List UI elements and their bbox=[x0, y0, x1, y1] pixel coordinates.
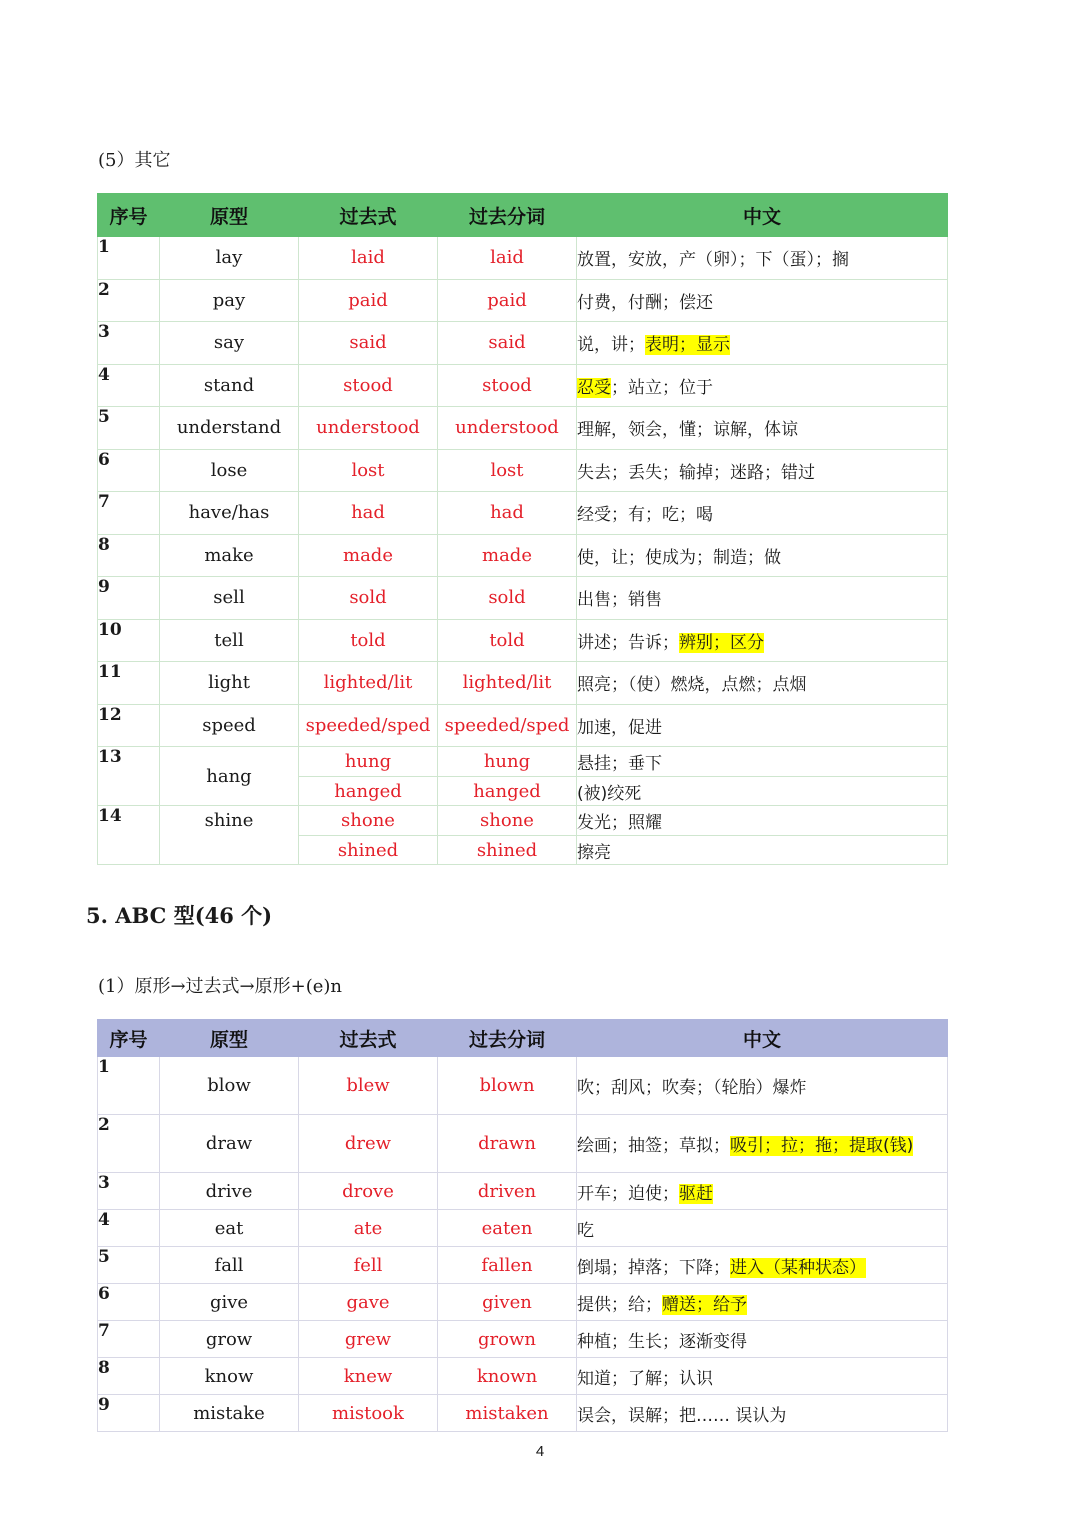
meaning-cell bbox=[577, 449, 948, 492]
row-number: 10 bbox=[98, 619, 160, 662]
base-form: pay bbox=[160, 279, 299, 322]
meaning-text: 倒塌；掉落；下降； bbox=[577, 1257, 730, 1278]
section-title-1: (1）原形→过去式→原形+(e)n bbox=[98, 976, 343, 997]
past-form: laid bbox=[299, 237, 438, 280]
base-form: lose bbox=[160, 449, 299, 492]
past-participle: given bbox=[438, 1284, 577, 1321]
row-number: 6 bbox=[98, 1284, 160, 1321]
meaning-cell: 悬挂；垂下 bbox=[577, 747, 948, 777]
past-participle: paid bbox=[438, 279, 577, 322]
meaning-text: 知道；了解；认识 bbox=[577, 1368, 713, 1389]
meaning-text: 使，让；使成为；制造；做 bbox=[577, 547, 781, 568]
row-number: 3 bbox=[98, 322, 160, 365]
verb-table-other bbox=[97, 193, 948, 865]
base-form: give bbox=[160, 1284, 299, 1321]
past-participle: fallen bbox=[438, 1247, 577, 1284]
row-number: 9 bbox=[98, 1395, 160, 1432]
header-past: 过去式 bbox=[299, 194, 438, 237]
meaning-cell bbox=[577, 534, 948, 577]
past-participle: hanged bbox=[438, 777, 577, 806]
past-participle: stood bbox=[438, 364, 577, 407]
header-past: 过去式 bbox=[299, 1020, 438, 1057]
past-form: grew bbox=[299, 1321, 438, 1358]
base-form: drive bbox=[160, 1173, 299, 1210]
table-row bbox=[98, 806, 948, 836]
meaning-cell bbox=[577, 1395, 948, 1432]
past-participle: made bbox=[438, 534, 577, 577]
past-form: lost bbox=[299, 449, 438, 492]
base-form: eat bbox=[160, 1210, 299, 1247]
meaning-text: 失去；丢失；输掉；迷路；错过 bbox=[577, 462, 815, 483]
meaning-text: 加速，促进 bbox=[577, 717, 662, 738]
row-number: 1 bbox=[98, 1057, 160, 1115]
row-number: 8 bbox=[98, 534, 160, 577]
past-form: understood bbox=[299, 407, 438, 450]
past-participle: understood bbox=[438, 407, 577, 450]
table-row bbox=[98, 619, 948, 662]
past-form: hanged bbox=[299, 777, 438, 806]
table-row bbox=[98, 1358, 948, 1395]
past-form: mistook bbox=[299, 1395, 438, 1432]
past-form: blew bbox=[299, 1057, 438, 1115]
past-form: drove bbox=[299, 1173, 438, 1210]
base-form: have/has bbox=[160, 492, 299, 535]
past-form: said bbox=[299, 322, 438, 365]
row-number: 5 bbox=[98, 1247, 160, 1284]
table-row bbox=[98, 747, 948, 777]
base-form: light bbox=[160, 662, 299, 705]
table-row bbox=[98, 1247, 948, 1284]
row-number: 7 bbox=[98, 492, 160, 535]
row-number: 7 bbox=[98, 1321, 160, 1358]
meaning-cell bbox=[577, 1321, 948, 1358]
meaning-cell bbox=[577, 704, 948, 747]
base-form: tell bbox=[160, 619, 299, 662]
past-form: speeded/sped bbox=[299, 704, 438, 747]
meaning-cell bbox=[577, 279, 948, 322]
past-form: paid bbox=[299, 279, 438, 322]
base-form: know bbox=[160, 1358, 299, 1395]
table-row bbox=[98, 492, 948, 535]
past-form: had bbox=[299, 492, 438, 535]
meaning-cell bbox=[577, 662, 948, 705]
meaning-cell bbox=[577, 1210, 948, 1247]
meaning-cell bbox=[577, 492, 948, 535]
table-row bbox=[98, 449, 948, 492]
table-row bbox=[98, 704, 948, 747]
base-form: mistake bbox=[160, 1395, 299, 1432]
past-form: fell bbox=[299, 1247, 438, 1284]
meaning-cell bbox=[577, 1115, 948, 1173]
meaning-cell bbox=[577, 1057, 948, 1115]
meaning-text: 绘画；抽签；草拟； bbox=[577, 1136, 730, 1156]
meaning-text: ；站立；位于 bbox=[611, 377, 713, 398]
past-form: lighted/lit bbox=[299, 662, 438, 705]
verb-table-abc bbox=[97, 1019, 948, 1432]
base-form: shine bbox=[160, 806, 299, 865]
past-participle: had bbox=[438, 492, 577, 535]
meaning-cell bbox=[577, 1358, 948, 1395]
past-participle: blown bbox=[438, 1057, 577, 1115]
meaning-cell: 发光；照耀 bbox=[577, 806, 948, 836]
row-number: 14 bbox=[98, 806, 160, 865]
table-row bbox=[98, 407, 948, 450]
past-participle: hung bbox=[438, 747, 577, 777]
meaning-text: 吹；刮风；吹奏；（轮胎）爆炸 bbox=[577, 1078, 807, 1098]
past-participle: told bbox=[438, 619, 577, 662]
table-row bbox=[98, 364, 948, 407]
header-cn: 中文 bbox=[577, 194, 948, 237]
table-header-row bbox=[98, 194, 948, 237]
meaning-highlight: 表明；显示 bbox=[645, 335, 730, 356]
meaning-text: 放置，安放，产（卵）；下（蛋）；搁 bbox=[577, 250, 849, 271]
row-number: 13 bbox=[98, 747, 160, 806]
past-participle: drawn bbox=[438, 1115, 577, 1173]
meaning-highlight: 进入（某种状态） bbox=[730, 1257, 866, 1278]
past-participle: speeded/sped bbox=[438, 704, 577, 747]
meaning-cell bbox=[577, 1247, 948, 1284]
row-number: 9 bbox=[98, 577, 160, 620]
past-form: stood bbox=[299, 364, 438, 407]
meaning-cell bbox=[577, 322, 948, 365]
base-form: stand bbox=[160, 364, 299, 407]
meaning-text: 提供；给； bbox=[577, 1294, 662, 1315]
base-form: fall bbox=[160, 1247, 299, 1284]
base-form: sell bbox=[160, 577, 299, 620]
meaning-text: 误会，误解；把…… 误认为 bbox=[577, 1405, 787, 1426]
base-form: grow bbox=[160, 1321, 299, 1358]
past-form: ate bbox=[299, 1210, 438, 1247]
header-pp: 过去分词 bbox=[438, 194, 577, 237]
base-form: lay bbox=[160, 237, 299, 280]
past-form: knew bbox=[299, 1358, 438, 1395]
header-cn: 中文 bbox=[577, 1020, 948, 1057]
meaning-text: 出售；销售 bbox=[577, 590, 662, 611]
row-number: 5 bbox=[98, 407, 160, 450]
row-number: 4 bbox=[98, 364, 160, 407]
header-pp: 过去分词 bbox=[438, 1020, 577, 1057]
past-participle: grown bbox=[438, 1321, 577, 1358]
table-row bbox=[98, 1115, 948, 1173]
row-number: 12 bbox=[98, 704, 160, 747]
row-number: 3 bbox=[98, 1173, 160, 1210]
table-row bbox=[98, 1210, 948, 1247]
header-base: 原型 bbox=[160, 1020, 299, 1057]
meaning-text: 讲述；告诉； bbox=[577, 632, 679, 653]
table-row bbox=[98, 577, 948, 620]
past-form: sold bbox=[299, 577, 438, 620]
past-participle: shined bbox=[438, 836, 577, 865]
meaning-text: 种植；生长；逐渐变得 bbox=[577, 1331, 747, 1352]
meaning-highlight: 辨别；区分 bbox=[679, 632, 764, 653]
past-participle: eaten bbox=[438, 1210, 577, 1247]
base-form: blow bbox=[160, 1057, 299, 1115]
table-row bbox=[98, 322, 948, 365]
past-participle: known bbox=[438, 1358, 577, 1395]
meaning-cell bbox=[577, 619, 948, 662]
table-row bbox=[98, 1173, 948, 1210]
meaning-cell bbox=[577, 1173, 948, 1210]
base-form: draw bbox=[160, 1115, 299, 1173]
table-row bbox=[98, 1284, 948, 1321]
meaning-cell bbox=[577, 407, 948, 450]
table-row bbox=[98, 534, 948, 577]
meaning-text: 照亮；（使）燃烧，点燃；点烟 bbox=[577, 675, 807, 696]
base-form: make bbox=[160, 534, 299, 577]
row-number: 11 bbox=[98, 662, 160, 705]
table-row bbox=[98, 1057, 948, 1115]
past-form: hung bbox=[299, 747, 438, 777]
past-form: told bbox=[299, 619, 438, 662]
table-header-row bbox=[98, 1020, 948, 1057]
row-number: 2 bbox=[98, 279, 160, 322]
table-row bbox=[98, 662, 948, 705]
row-number: 6 bbox=[98, 449, 160, 492]
row-number: 4 bbox=[98, 1210, 160, 1247]
meaning-text: 吃 bbox=[577, 1220, 594, 1241]
meaning-cell bbox=[577, 577, 948, 620]
meaning-text: 付费，付酬；偿还 bbox=[577, 292, 713, 313]
base-form: hang bbox=[160, 747, 299, 806]
section-title-other: (5）其它 bbox=[98, 150, 171, 171]
header-base: 原型 bbox=[160, 194, 299, 237]
past-form: drew bbox=[299, 1115, 438, 1173]
base-form: speed bbox=[160, 704, 299, 747]
past-participle: lost bbox=[438, 449, 577, 492]
meaning-cell: (被)绞死 bbox=[577, 777, 948, 806]
past-participle: laid bbox=[438, 237, 577, 280]
meaning-highlight: 吸引；拉；拖；提取(钱) bbox=[730, 1136, 914, 1156]
past-form: gave bbox=[299, 1284, 438, 1321]
row-number: 2 bbox=[98, 1115, 160, 1173]
base-form: say bbox=[160, 322, 299, 365]
meaning-cell bbox=[577, 364, 948, 407]
meaning-text: 说，讲； bbox=[577, 335, 645, 356]
meaning-text: 开车；迫使； bbox=[577, 1183, 679, 1204]
meaning-highlight: 赠送；给予 bbox=[662, 1294, 747, 1315]
header-no: 序号 bbox=[98, 194, 160, 237]
past-participle: shone bbox=[438, 806, 577, 836]
past-participle: driven bbox=[438, 1173, 577, 1210]
past-participle: said bbox=[438, 322, 577, 365]
header-no: 序号 bbox=[98, 1020, 160, 1057]
meaning-cell: 擦亮 bbox=[577, 836, 948, 865]
table-row bbox=[98, 279, 948, 322]
page-number: 4 bbox=[535, 1443, 545, 1460]
past-participle: mistaken bbox=[438, 1395, 577, 1432]
meaning-text: 理解，领会，懂；谅解，体谅 bbox=[577, 420, 798, 441]
base-form: understand bbox=[160, 407, 299, 450]
row-number: 1 bbox=[98, 237, 160, 280]
meaning-cell bbox=[577, 1284, 948, 1321]
past-form: shined bbox=[299, 836, 438, 865]
table-row bbox=[98, 1395, 948, 1432]
meaning-cell bbox=[577, 237, 948, 280]
past-form: made bbox=[299, 534, 438, 577]
past-form: shone bbox=[299, 806, 438, 836]
meaning-highlight: 忍受 bbox=[577, 377, 611, 398]
table-row bbox=[98, 237, 948, 280]
meaning-text: 经受；有；吃；喝 bbox=[577, 505, 713, 526]
past-participle: lighted/lit bbox=[438, 662, 577, 705]
meaning-highlight: 驱赶 bbox=[679, 1183, 713, 1204]
past-participle: sold bbox=[438, 577, 577, 620]
heading-abc: 5. ABC 型(46 个) bbox=[86, 903, 273, 928]
row-number: 8 bbox=[98, 1358, 160, 1395]
table-row bbox=[98, 1321, 948, 1358]
